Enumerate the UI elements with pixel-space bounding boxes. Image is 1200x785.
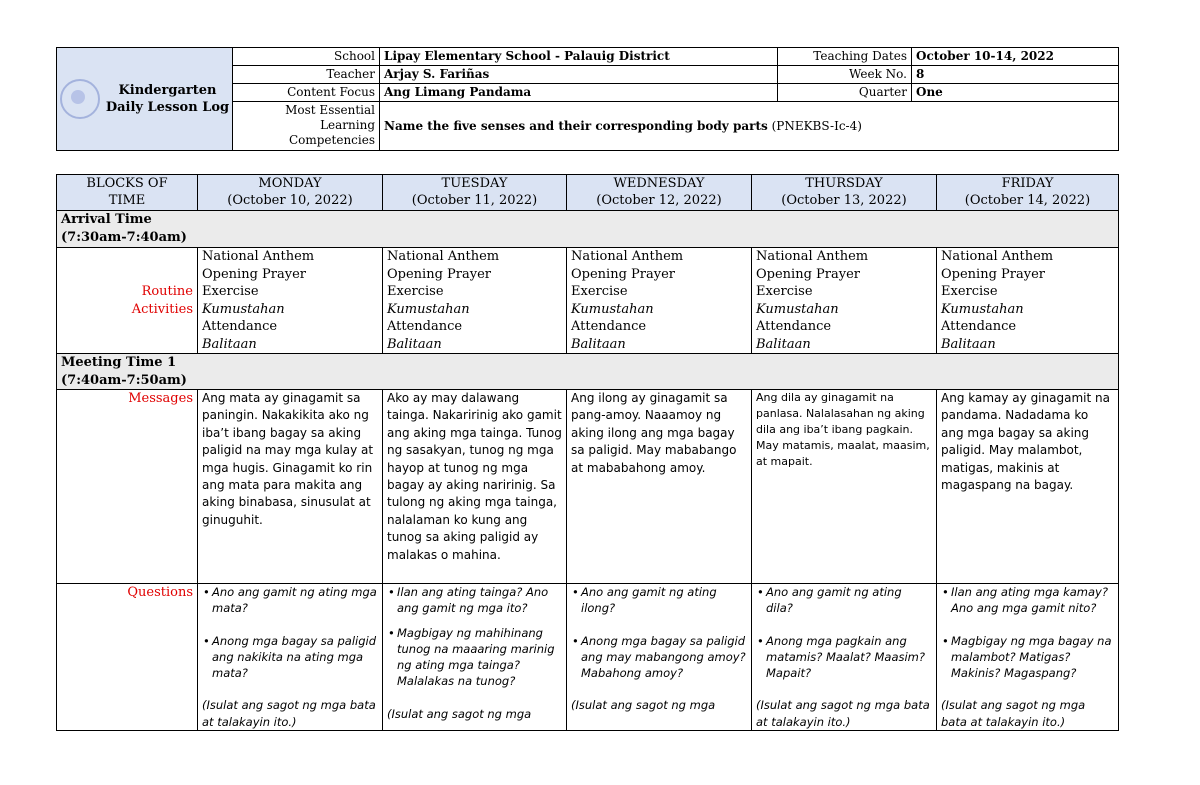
question-item: • Ano ang gamit ng ating ilong? [581,584,747,617]
questions-label: Questions [57,584,198,731]
doc-title-line1: Kindergarten [118,83,217,98]
melc-text: Name the five senses and their corresponding body parts [384,118,768,133]
message-friday: Ang kamay ay ginagamit na pandama. Nadadama ko ang mga bagay sa aking paligid. May malambot, matigas, makinis at magaspang na bagay. [937,390,1119,584]
routine-label: Routine Activities [57,248,198,354]
day-header-tuesday: TUESDAY (October 11, 2022) [383,175,567,211]
message-tuesday: Ako ay may dalawang tainga. Nakaririnig ako gamit ang aking mga tainga. Tunog ng sasakyan, tunog ng mga hayop at tunog ng mga bagay ay aking naririnig. Sa tulong ng aking mga tainga, nalalaman ko kung ang tunog sa aking paligid ay malakas o mahina. [383,390,567,584]
question-note: (Isulat ang sagot ng mga bata at talakayin ito.) [941,698,1086,729]
melc-code: (PNEKBS-Ic-4) [767,118,862,133]
doc-title-line2: Daily Lesson Log [105,100,230,115]
question-item: • Ano ang gamit ng ating dila? [766,584,932,617]
questions-thursday [752,584,937,731]
question-item: • Anong mga pagkain ang matamis? Maalat? Maasim? Mapait? [766,633,932,682]
week-label: Week No. [778,66,912,84]
deped-seal-icon [60,79,100,119]
messages-label: Messages [57,390,198,584]
question-note: (Isulat ang sagot ng mga [387,706,532,721]
question-item: • Ano ang gamit ng ating mga mata? [212,584,378,617]
question-item: • Ilan ang ating mga kamay? Ano ang mga gamit nito? [951,584,1114,617]
day-header-friday: FRIDAY (October 14, 2022) [937,175,1119,211]
questions-friday [937,584,1119,731]
question-item: • Magbigay ng mga bagay na malambot? Matigas? Makinis? Magaspang? [951,633,1114,682]
dates-value: October 10-14, 2022 [912,48,1119,66]
teacher-label: Teacher [233,66,380,84]
day-header-wednesday: WEDNESDAY (October 12, 2022) [567,175,752,211]
message-thursday: Ang dila ay ginagamit na panlasa. Nalalasahan ng aking dila ang iba’t ibang pagkain. May matamis, maalat, maasim, at mapait. [752,390,937,584]
quarter-value: One [912,84,1119,102]
dates-label: Teaching Dates [778,48,912,66]
routine-cell-monday: National Anthem Opening Prayer Exercise Kumustahan Attendance Balitaan [198,248,383,354]
routine-cell-wednesday: National Anthem Opening Prayer Exercise Kumustahan Attendance Balitaan [567,248,752,354]
lesson-log-table [56,174,1119,731]
school-label: School [233,48,380,66]
question-note: (Isulat ang sagot ng mga bata at talakayin ito.) [756,698,930,729]
arrival-time-section: Arrival Time (7:30am-7:40am) [57,211,1119,248]
school-value: Lipay Elementary School - Palauig District [380,48,778,66]
meeting-time-section: Meeting Time 1 (7:40am-7:50am) [57,354,1119,390]
header-table [56,47,1119,151]
week-value: 8 [912,66,1119,84]
question-note: (Isulat ang sagot ng mga [571,698,716,713]
routine-cell-friday: National Anthem Opening Prayer Exercise Kumustahan Attendance Balitaan [937,248,1119,354]
questions-monday [198,584,383,731]
day-header-thursday: THURSDAY (October 13, 2022) [752,175,937,211]
question-note: (Isulat ang sagot ng mga bata at talakayin ito.) [202,698,376,729]
message-wednesday: Ang ilong ay ginagamit sa pang-amoy. Naaamoy ng aking ilong ang mga bagay sa paligid. May mababango at mababahong amoy. [567,390,752,584]
title-block [57,48,233,151]
question-item: • Magbigay ng mahihinang tunog na maaaring marinig ng ating mga tainga? Malalakas na tunog? [397,625,562,690]
teacher-value: Arjay S. Fariñas [380,66,778,84]
blocks-of-time-header: BLOCKS OF TIME [57,175,198,211]
question-item: • Anong mga bagay sa paligid ang may mabangong amoy? Mabahong amoy? [581,633,747,682]
questions-tuesday [383,584,567,731]
routine-cell-thursday: National Anthem Opening Prayer Exercise Kumustahan Attendance Balitaan [752,248,937,354]
quarter-label: Quarter [778,84,912,102]
content-focus-value: Ang Limang Pandama [380,84,778,102]
questions-wednesday [567,584,752,731]
content-focus-label: Content Focus [233,84,380,102]
routine-cell-tuesday: National Anthem Opening Prayer Exercise Kumustahan Attendance Balitaan [383,248,567,354]
melc-value [380,102,1119,151]
question-item: • Ilan ang ating tainga? Ano ang gamit ng mga ito? [397,584,562,617]
melc-label: Most Essential Learning Competencies [233,102,380,151]
question-item: • Anong mga bagay sa paligid ang nakikita na ating mga mata? [212,633,378,682]
day-header-monday: MONDAY (October 10, 2022) [198,175,383,211]
message-monday: Ang mata ay ginagamit sa paningin. Nakakikita ako ng iba’t ibang bagay sa aking paligid na may mga kulay at mga hugis. Ginagamit ko rin ang mata para makita ang aking binabasa, sinusulat at ginuguhit. [198,390,383,584]
